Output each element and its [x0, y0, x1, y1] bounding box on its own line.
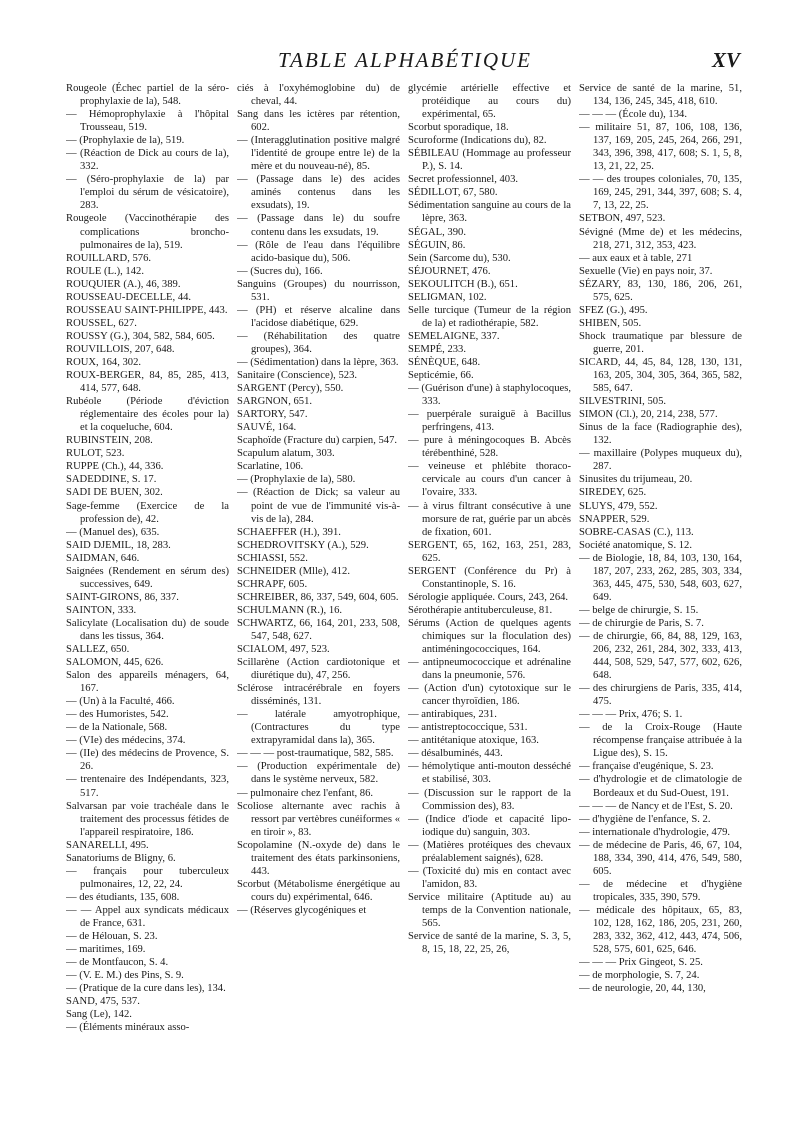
index-entry: — (Indice d'iode et capacité lipo-iodique du) sanguin, 303.: [408, 813, 571, 838]
index-entry: — latérale amyotrophique, (Contractures du type extrapyramidal dans la), 365.: [237, 709, 400, 747]
index-entry: — de Montfaucon, S. 4.: [66, 957, 169, 969]
index-entry: Salon des appareils ménagers, 64, 167.: [66, 670, 229, 695]
index-entry: — militaire 51, 87, 106, 108, 136, 137, 169, 205, 245, 264, 266, 291, 343, 396, 398, 417, 608; S. 1, 5, 8, 13, 21, 22, 25.: [579, 122, 742, 173]
index-entry: Saignées (Rendement en sérum des) successives, 649.: [66, 565, 229, 590]
index-entry: — de la Nationale, 568.: [66, 722, 168, 734]
index-entry: SARGENT (Percy), 550.: [237, 383, 344, 395]
index-entry: — désalbuminés, 443.: [408, 748, 503, 760]
index-entry: Salicylate (Localisation du) de soude dans les tissus, 364.: [66, 617, 229, 642]
index-entry: — française d'eugénique, S. 23.: [579, 761, 714, 773]
index-entry: — d'hydrologie et de climatologie de Bordeaux et du Sud-Ouest, 191.: [579, 774, 742, 799]
index-entry: — (Éléments minéraux asso-: [66, 1022, 190, 1034]
index-entry: — — — (École du), 134.: [579, 109, 687, 121]
index-entry: — d'hygiène de l'enfance, S. 2.: [579, 813, 711, 825]
index-entry: Septicémie, 66.: [408, 370, 474, 382]
index-entry: SNAPPER, 529.: [579, 513, 650, 525]
index-entry: SEMELAIGNE, 337.: [408, 330, 500, 342]
index-entry: — de Hélouan, S. 23.: [66, 931, 158, 943]
index-entry: — à virus filtrant consécutive à une morsure de rat, guérie par un abcès de fixation, 601.: [408, 500, 571, 538]
index-entry: — pulmonaire chez l'enfant, 86.: [237, 787, 374, 799]
index-entry: — de chirurgie, 66, 84, 88, 129, 163, 206, 232, 261, 284, 302, 333, 413, 444, 508, 529, 547, 577, 602, 626, 648.: [579, 630, 742, 682]
index-entry: Scopolamine (N.-oxyde de) dans le traitement des états parkinsoniens, 443.: [237, 839, 400, 877]
index-entry: — belge de chirurgie, S. 15.: [579, 604, 699, 616]
index-entry: — — — de Nancy et de l'Est, S. 20.: [579, 800, 733, 812]
page-number: XV: [711, 48, 740, 72]
index-columns: [66, 82, 742, 1132]
index-entry: — antistreptococcique, 531.: [408, 722, 528, 734]
index-entry: ciés à l'oxyhémoglobine du) de cheval, 44.: [237, 83, 400, 108]
index-entry: — puerpérale suraiguë à Bacillus perfringens, 413.: [408, 409, 571, 434]
index-entry: SCHEDROVITSKY (A.), 529.: [237, 539, 369, 551]
index-entry: SHIBEN, 505.: [579, 317, 642, 329]
index-entry: — (Manuel des), 635.: [66, 526, 160, 538]
index-entry: Scapulum alatum, 303.: [237, 448, 335, 460]
index-entry: SCHULMANN (R.), 16.: [237, 604, 343, 616]
index-entry: — antirabiques, 231.: [408, 709, 497, 721]
index-entry: — (Prophylaxie de la), 580.: [237, 474, 356, 486]
index-entry: SÉZARY, 83, 130, 186, 206, 261, 575, 625.: [579, 278, 742, 303]
page-header: [70, 48, 740, 80]
index-entry: SAID DJEMIL, 18, 283.: [66, 539, 171, 551]
index-entry: Sérothérapie antituberculeuse, 81.: [408, 604, 553, 616]
index-entry: SFEZ (G.), 495.: [579, 304, 648, 316]
index-entry: — de morphologie, S. 7, 24.: [579, 970, 700, 982]
index-entry: SALOMON, 445, 626.: [66, 657, 164, 669]
index-entry: SCIALOM, 497, 523.: [237, 644, 330, 656]
index-entry: — des étudiants, 135, 608.: [66, 891, 180, 903]
index-entry: — (Sucres du), 166.: [237, 265, 323, 277]
index-entry: Selle turcique (Tumeur de la région de la) et radiothérapie, 582.: [408, 304, 571, 329]
index-entry: Sérologie appliquée. Cours, 243, 264.: [408, 591, 569, 603]
index-entry: RULOT, 523.: [66, 448, 125, 460]
index-entry: SADEDDINE, S. 17.: [66, 474, 157, 486]
index-entry: SEKOULITCH (B.), 651.: [408, 278, 518, 290]
index-entry: Rougeole (Échec partiel de la séro-prophylaxie de la), 548.: [66, 83, 229, 108]
index-entry: — (Sédimentation) dans la lèpre, 363.: [237, 356, 399, 368]
index-entry: — (Prophylaxie de la), 519.: [66, 135, 185, 147]
index-entry: — (Réaction de Dick; sa valeur au point de vue de l'immunité vis-à-vis de la), 284.: [237, 487, 400, 525]
index-entry: SICARD, 44, 45, 84, 128, 130, 131, 163, 205, 304, 305, 364, 365, 582, 585, 647.: [579, 356, 742, 395]
index-entry: — (Pratique de la cure dans les), 134.: [66, 983, 226, 995]
index-entry: ROULE (L.), 142.: [66, 265, 144, 277]
index-entry: Sanguins (Groupes) du nourrisson, 531.: [237, 278, 400, 303]
index-entry: — de Biologie, 18, 84, 103, 130, 164, 187, 207, 233, 262, 285, 303, 334, 363, 445, 475, 530, 548, 603, 627, 649.: [579, 552, 742, 603]
index-column-1: [66, 82, 229, 1132]
index-entry: Sage-femme (Exercice de la profession de), 42.: [66, 500, 229, 525]
index-entry: ROUQUIER (A.), 46, 389.: [66, 278, 181, 290]
index-entry: — de neurologie, 20, 44, 130,: [579, 983, 706, 995]
index-entry: Salvarsan par voie trachéale dans le traitement des processus fétides de l'appareil respiratoire, 186.: [66, 800, 229, 838]
index-entry: — pure à méningocoques B. Abcès térébenthiné, 528.: [408, 435, 571, 460]
index-entry: SERGENT (Conférence du Pr) à Constantinople, S. 16.: [408, 565, 571, 590]
index-entry: — (Guérison d'une) à staphylocoques, 333.: [408, 383, 571, 408]
index-entry: ROUVILLOIS, 207, 648.: [66, 343, 175, 355]
index-entry: — — — Prix, 476; S. 1.: [579, 709, 683, 721]
index-entry: Sinus de la face (Radiographie des), 132.: [579, 422, 742, 447]
index-entry: Sclérose intracérébrale en foyers disséminés, 131.: [237, 683, 400, 708]
index-entry: SCHREIBER, 86, 337, 549, 604, 605.: [237, 591, 399, 603]
index-entry: SOBRE-CASAS (C.), 113.: [579, 526, 694, 538]
index-entry: — (Toxicité du) mis en contact avec l'amidon, 83.: [408, 865, 571, 890]
index-entry: RUBINSTEIN, 208.: [66, 435, 153, 447]
index-entry: — — Appel aux syndicats médicaux de France, 631.: [66, 904, 229, 929]
index-column-3: [408, 82, 571, 1132]
index-entry: — de médecine de Paris, 46, 67, 104, 188, 334, 390, 414, 476, 549, 580, 605.: [579, 839, 742, 877]
index-entry: Sexuelle (Vie) en pays noir, 37.: [579, 265, 713, 277]
index-entry: SAINTON, 333.: [66, 604, 137, 616]
index-entry: Sévigné (Mme de) et les médecins, 218, 271, 312, 353, 423.: [579, 226, 742, 251]
index-entry: Service de santé de la marine, 51, 134, 136, 245, 345, 418, 610.: [579, 83, 742, 108]
index-entry: ROUSSEL, 627.: [66, 317, 137, 329]
index-entry: — aux eaux et à table, 271: [579, 252, 693, 264]
index-entry: Secret professionnel, 403.: [408, 174, 519, 186]
index-entry: — internationale d'hydrologie, 479.: [579, 826, 731, 838]
index-entry: — (PH) et réserve alcaline dans l'acidose diabétique, 629.: [237, 304, 400, 329]
index-entry: — — — post-traumatique, 582, 585.: [237, 748, 394, 760]
index-entry: SAND, 475, 537.: [66, 996, 140, 1008]
index-entry: — des Humoristes, 542.: [66, 709, 169, 721]
index-entry: — (Rôle de l'eau dans l'équilibre acido-basique du), 506.: [237, 239, 400, 264]
index-entry: Sang dans les ictères par rétention, 602.: [237, 109, 400, 134]
index-entry: — (Séro-prophylaxie de la) par l'emploi du sérum de vésicatoire), 283.: [66, 174, 229, 212]
index-entry: — Hémoprophylaxie à l'hôpital Trousseau, 519.: [66, 109, 229, 134]
index-entry: — (Matières protéiques des chevaux préalablement saignés), 628.: [408, 839, 571, 864]
index-entry: — médicale des hôpitaux, 65, 83, 102, 128, 162, 186, 205, 231, 260, 283, 332, 362, 412, 443, 474, 506, 528, 575, 601, 625, 646.: [579, 904, 742, 956]
index-entry: SÉGAL, 390.: [408, 226, 466, 238]
index-entry: glycémie artérielle effective et protéidique au cours du) expérimental, 65.: [408, 83, 571, 121]
index-entry: SETBON, 497, 523.: [579, 213, 666, 225]
index-entry: SAINT-GIRONS, 86, 337.: [66, 591, 179, 603]
index-entry: — français pour tuberculeux pulmonaires, 12, 22, 24.: [66, 865, 229, 890]
index-entry: Scillarène (Action cardiotonique et diurétique du), 47, 256.: [237, 657, 400, 682]
index-entry: Sang (Le), 142.: [66, 1009, 132, 1021]
index-entry: — (Production expérimentale de) dans le système nerveux, 582.: [237, 761, 400, 786]
index-entry: SIREDEY, 625.: [579, 487, 647, 499]
index-entry: SÉJOURNET, 476.: [408, 265, 491, 277]
index-entry: — maritimes, 169.: [66, 944, 146, 956]
index-entry: — de la Croix-Rouge (Haute récompense française attribuée à la Ligue des), S. 15.: [579, 722, 742, 760]
index-entry: Sein (Sarcome du), 530.: [408, 252, 511, 264]
index-entry: SALLEZ, 650.: [66, 644, 130, 656]
index-entry: — (Discussion sur le rapport de la Commission des), 83.: [408, 787, 571, 812]
index-entry: — (Passage dans le) du soufre contenu dans les exsudats, 19.: [237, 213, 400, 238]
index-entry: — (V. E. M.) des Pins, S. 9.: [66, 970, 184, 982]
index-entry: — maxillaire (Polypes muqueux du), 287.: [579, 448, 742, 473]
index-entry: SANARELLI, 495.: [66, 839, 149, 851]
index-entry: SILVESTRINI, 505.: [579, 396, 667, 408]
index-column-2: [237, 82, 400, 1132]
index-entry: Sédimentation sanguine au cours de la lèpre, 363.: [408, 200, 571, 225]
index-entry: — (VIe) des médecins, 374.: [66, 735, 186, 747]
index-entry: Scoliose alternante avec rachis à ressort par vertèbres cunéiformes « en tiroir », 83.: [237, 800, 400, 838]
index-entry: Shock traumatique par blessure de guerre, 201.: [579, 330, 742, 355]
index-entry: SEMPÉ, 233.: [408, 343, 466, 355]
index-entry: SCHNEIDER (Mlle), 412.: [237, 565, 350, 577]
index-entry: — trentenaire des Indépendants, 323, 517.: [66, 774, 229, 799]
index-entry: Scuroforme (Indications du), 82.: [408, 135, 547, 147]
index-column-4: [579, 82, 742, 1132]
index-entry: — veineuse et phlébite thoraco-cervicale au cours d'un cancer à l'ovaire, 333.: [408, 461, 571, 499]
index-entry: SIMON (Cl.), 20, 214, 238, 577.: [579, 409, 718, 421]
index-entry: Scarlatine, 106.: [237, 461, 304, 473]
index-entry: — hémolytique anti-mouton desséché et stabilisé, 303.: [408, 761, 571, 786]
index-entry: — — des troupes coloniales, 70, 135, 169, 245, 291, 344, 397, 608; S. 4, 7, 13, 22, 25.: [579, 174, 742, 212]
index-entry: Société anatomique, S. 12.: [579, 539, 692, 551]
index-entry: Scaphoïde (Fracture du) carpien, 547.: [237, 435, 398, 447]
index-entry: — antitétanique atoxique, 163.: [408, 735, 539, 747]
index-entry: — (Action d'un) cytotoxique sur le cancer thyroïdien, 186.: [408, 683, 571, 708]
index-entry: Rubéole (Période d'éviction réglementaire des écoles pour la) et la coqueluche, 604.: [66, 396, 229, 434]
index-entry: Service de santé de la marine, S. 3, 5, 8, 15, 18, 22, 25, 26,: [408, 931, 571, 956]
index-entry: ROUX-BERGER, 84, 85, 285, 413, 414, 577, 648.: [66, 370, 229, 395]
index-entry: SADI DE BUEN, 302.: [66, 487, 163, 499]
index-entry: — (Réaction de Dick au cours de la), 332.: [66, 148, 229, 173]
index-entry: — (Réhabilitation des quatre groupes), 364.: [237, 330, 400, 355]
index-entry: SÉDILLOT, 67, 580.: [408, 187, 498, 199]
index-entry: Sérums (Action de quelques agents chimiques sur la floculation des) antiméningococciques, 164.: [408, 617, 571, 656]
index-entry: — des chirurgiens de Paris, 335, 414, 475.: [579, 683, 742, 708]
index-entry: SELIGMAN, 102.: [408, 291, 487, 303]
page-title: TABLE ALPHABÉTIQUE: [278, 48, 532, 72]
index-entry: Scorbut (Métabolisme énergétique au cours du) expérimental, 646.: [237, 878, 400, 903]
index-entry: SCHWARTZ, 66, 164, 201, 233, 508, 547, 548, 627.: [237, 617, 400, 642]
index-entry: SÉGUIN, 86.: [408, 239, 466, 251]
index-entry: RUPPE (Ch.), 44, 336.: [66, 461, 164, 473]
index-entry: — antipneumococcique et adrénaline dans la pneumonie, 576.: [408, 657, 571, 682]
index-entry: Sanatoriums de Bligny, 6.: [66, 852, 176, 864]
index-entry: — (Passage dans le) des acides aminés contenus dans les exsudats), 19.: [237, 174, 400, 212]
index-entry: Rougeole (Vaccinothérapie des complications broncho-pulmonaires de la), 519.: [66, 213, 229, 251]
index-entry: ROUSSEAU SAINT-PHILIPPE, 443.: [66, 304, 228, 316]
index-entry: SLUYS, 479, 552.: [579, 500, 658, 512]
index-entry: — (Interagglutination positive malgré l'identité de groupe entre le) de la mère et du nouveau-né), 85.: [237, 135, 400, 173]
index-entry: ROUSSY (G.), 304, 582, 584, 605.: [66, 330, 215, 342]
index-entry: SCHAEFFER (H.), 391.: [237, 526, 341, 538]
index-entry: ROUSSEAU-DECELLE, 44.: [66, 291, 192, 303]
index-entry: Scorbut sporadique, 18.: [408, 122, 509, 134]
index-entry: SAUVÉ, 164.: [237, 422, 297, 434]
index-entry: SARTORY, 547.: [237, 409, 308, 421]
index-entry: — de médecine et d'hygiène tropicales, 335, 390, 579.: [579, 878, 742, 903]
index-entry: SAIDMAN, 646.: [66, 552, 140, 564]
index-entry: SCHRAPF, 605.: [237, 578, 308, 590]
index-entry: — (IIe) des médecins de Provence, S. 26.: [66, 748, 229, 773]
index-entry: SCHIASSI, 552.: [237, 552, 308, 564]
index-entry: ROUILLARD, 576.: [66, 252, 152, 264]
index-entry: — de chirurgie de Paris, S. 7.: [579, 617, 704, 629]
index-entry: — (Réserves glycogéniques et: [237, 904, 367, 916]
index-entry: SERGENT, 65, 162, 163, 251, 283, 625.: [408, 539, 571, 564]
index-entry: SARGNON, 651.: [237, 396, 313, 408]
index-entry: — — — Prix Gingeot, S. 25.: [579, 957, 703, 969]
index-entry: ROUX, 164, 302.: [66, 356, 142, 368]
index-entry: Sanitaire (Conscience), 523.: [237, 370, 358, 382]
index-entry: — (Un) à la Faculté, 466.: [66, 696, 175, 708]
index-entry: Sinusites du trijumeau, 20.: [579, 474, 693, 486]
index-entry: SÉNÈQUE, 648.: [408, 356, 481, 368]
index-entry: SÉBILEAU (Hommage au professeur P.), S. 14.: [408, 148, 571, 173]
index-entry: Service militaire (Aptitude au) au temps de la Convention nationale, 565.: [408, 891, 571, 929]
